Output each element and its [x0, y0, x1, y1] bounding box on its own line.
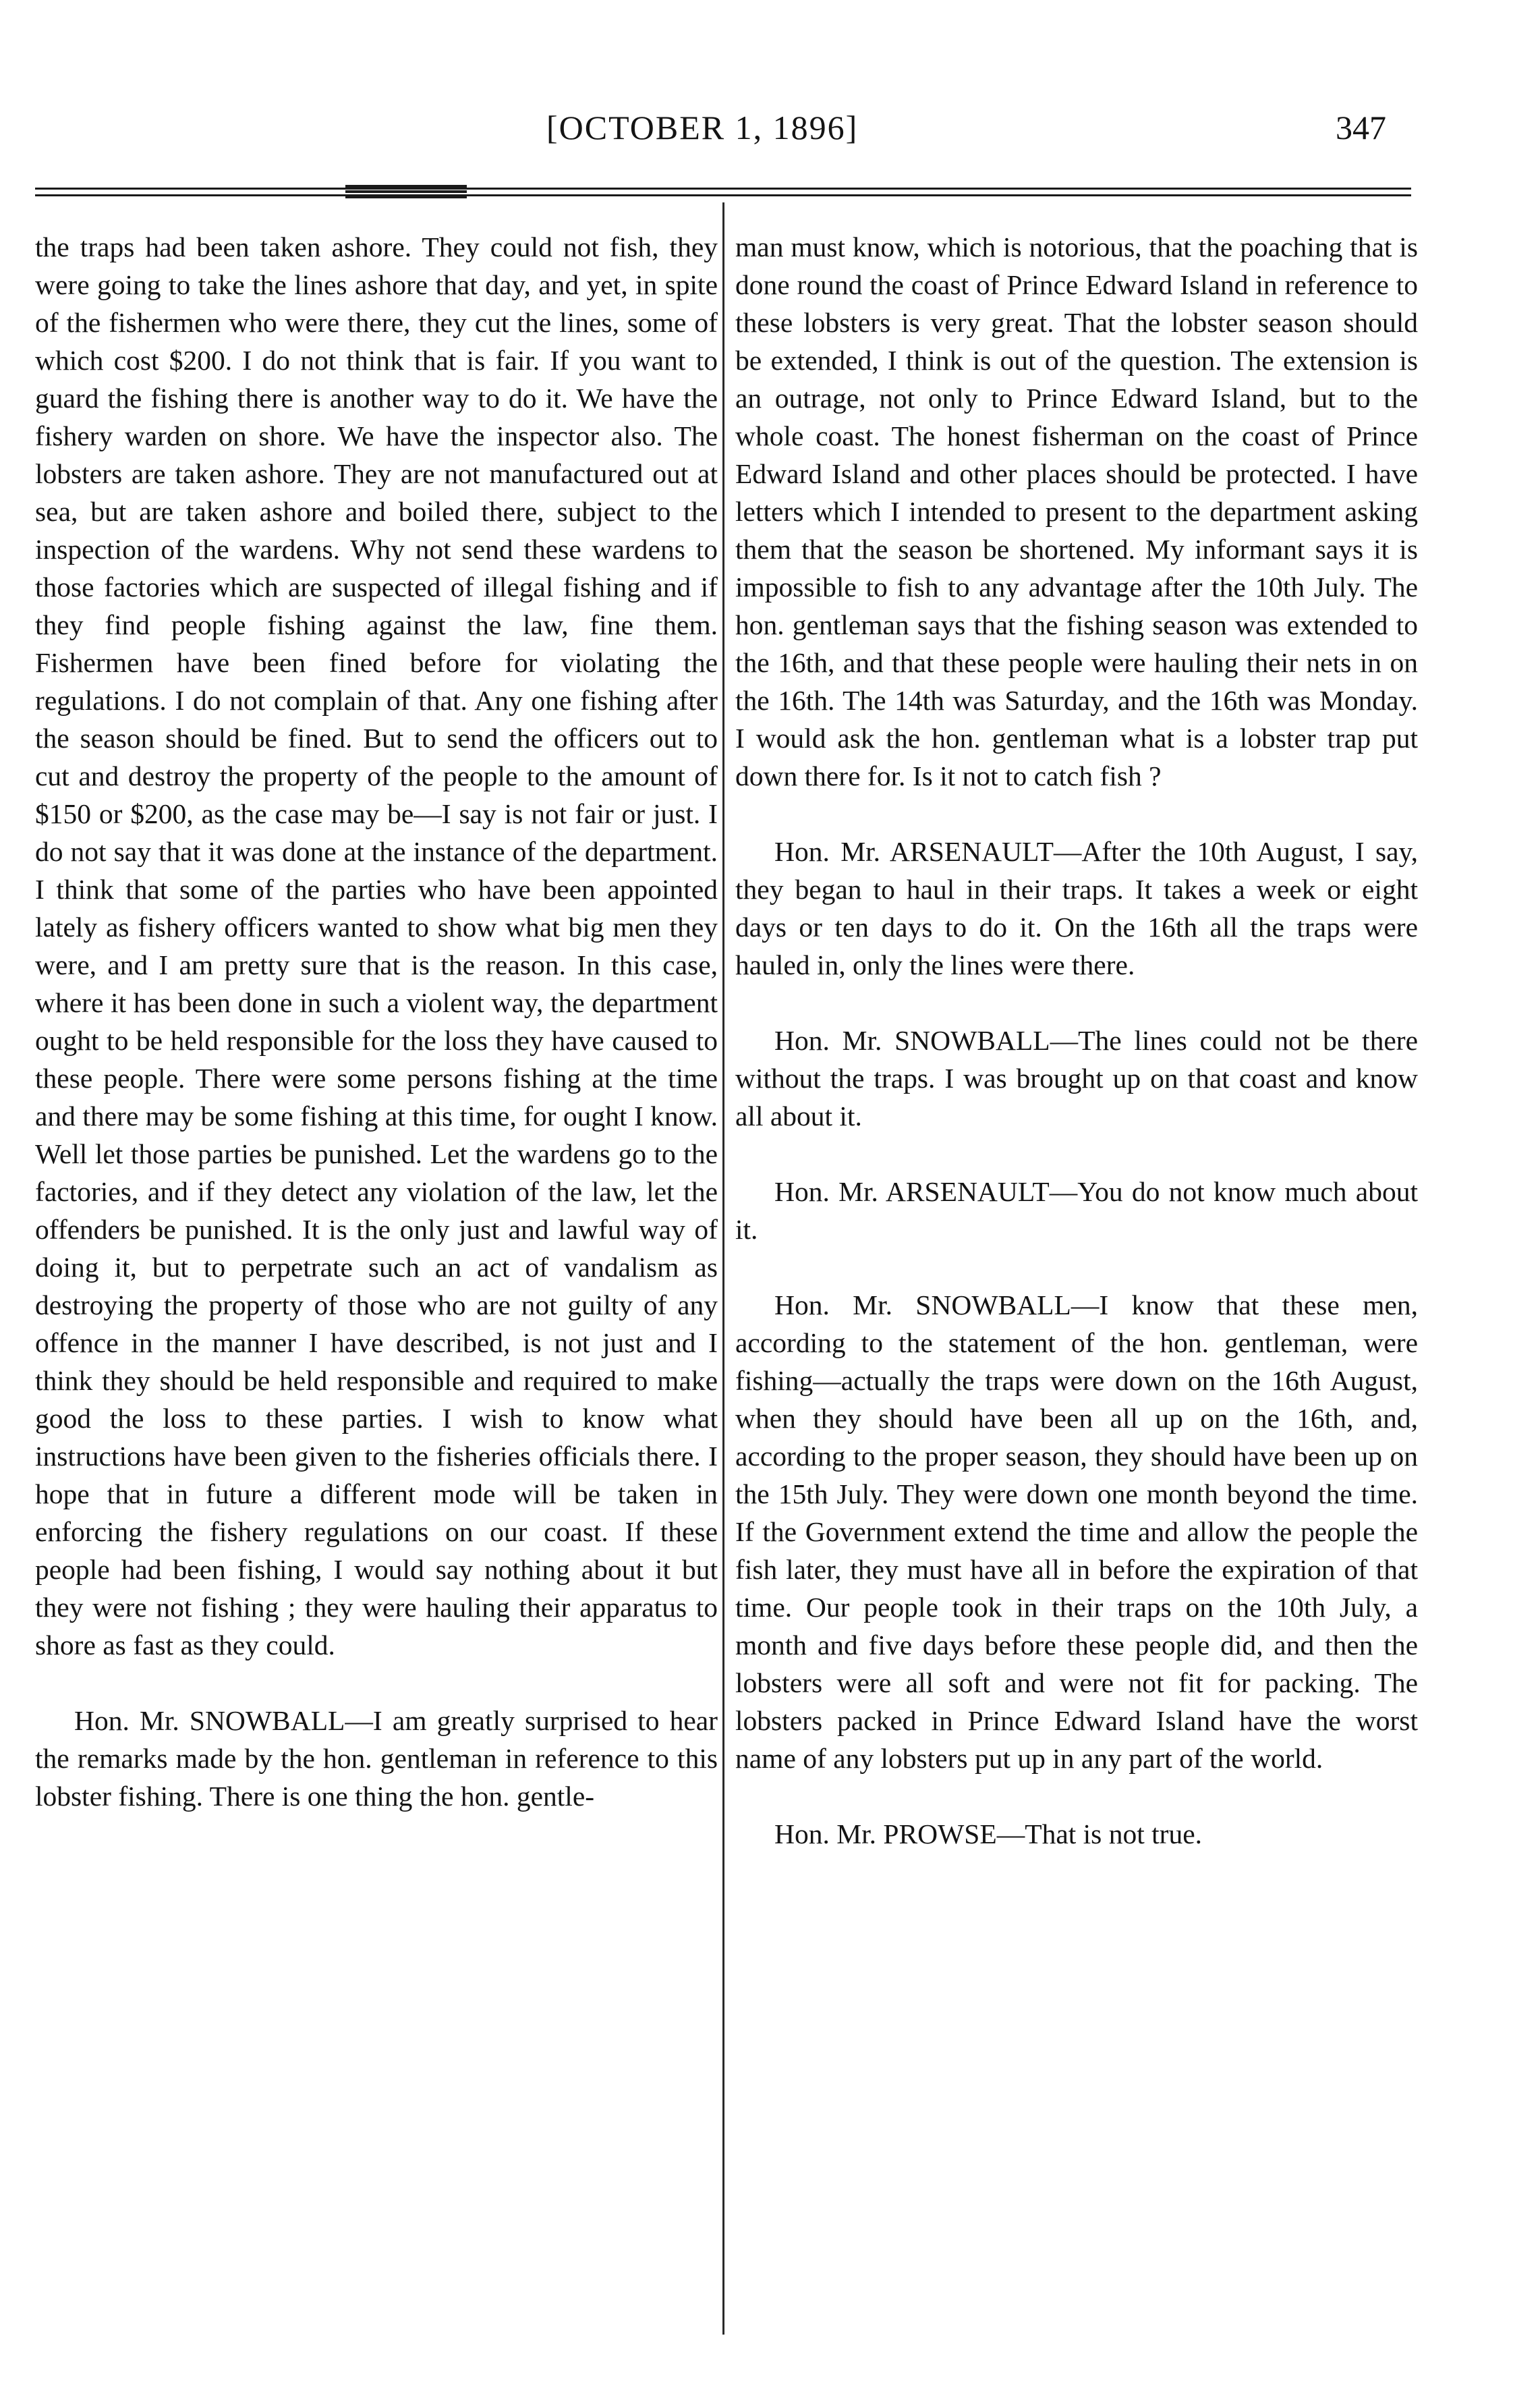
- header-rule-line-top: [35, 188, 1411, 190]
- right-paragraph-6: Hon. Mr. PROWSE—That is not true.: [774, 1818, 1203, 1849]
- right-column: [735, 228, 1418, 1891]
- left-paragraph-1: the traps had been taken ashore. They could not fish, they were going to take the lines ashore that day, and yet, in spite of the fishermen who were there, they cut the lines, some of which cost $200. I do not think that is fair. If you want to guard the fishing there is another way to do it. We have the fishery warden on shore. We have the inspector also. The lobsters are taken ashore. They are not manufactured out at sea, but are taken ashore and boiled there, subject to the inspection of the wardens. Why not send these wardens to those factories which are suspected of illegal fishing and if they find people fishing against the law, fine them. Fishermen have been fined before for violating the regulations. I do not complain of that. Any one fishing after the season should be fined. But to send the officers out to cut and destroy the property of the people to the amount of $150 or $200, as the case may be—I say is not fair or just. I do not say that it was done at the instance of the department. I think that some of the parties who have been appointed lately as fishery officers wanted to show what big men they were, and I am pretty sure that is the reason. In this case, where it has been done in such a violent way, the department ought to be held responsible for the loss they have caused to these people. There were some persons fishing at the time and there may be some fishing at this time, for ought I know. Well let those parties be punished. Let the wardens go to the factories, and if they detect any violation of the law, let the offenders be punished. It is the only just and lawful way of doing it, but to perpetrate such an act of vandalism as destroying the property of those who are not guilty of any offence in the manner I have described, is not just and I think they should be held responsible and required to make good the loss to these parties. I wish to know what instructions have been given to the fisheries officials there. I hope that in future a different mode will be taken in enforcing the fishery regulations on our coast. If these people had been fishing, I would say nothing about it but they were not fishing ; they were hauling their apparatus to shore as fast as they could.: [35, 231, 718, 1661]
- right-paragraph-2: Hon. Mr. ARSENAULT—After the 10th August, I say, they began to haul in their traps. It takes a week or eight days or ten days to do it. On the 16th all the traps were hauled in, only the lines were there.: [735, 836, 1418, 980]
- right-paragraph-5: Hon. Mr. SNOWBALL—I know that these men, according to the statement of the hon. gentleman, were fishing—actually the traps were down on the 16th August, when they should have been all up on the 16th, and, according to the proper season, they should have been up on the 15th July. They were down one month beyond the time. If the Government extend the time and allow the people the fish later, they must have all in before the expiration of that time. Our people took in their traps on the 10th July, a month and five days before these people did, and then the lobsters were all soft and were not fit for packing. The lobsters packed in Prince Edward Island have the worst name of any lobsters put up in any part of the world.: [735, 1289, 1418, 1774]
- header-rule-line-bottom: [35, 194, 1411, 196]
- left-paragraph-2: Hon. Mr. SNOWBALL—I am greatly surprised to hear the remarks made by the hon. gentleman in reference to this lobster fishing. There is one thing the hon. gentle-: [35, 1705, 718, 1812]
- right-paragraph-1: man must know, which is notorious, that the poaching that is done round the coast of Prince Edward Island in reference to these lobsters is very great. That the lobster season should be extended, I think is out of the question. The extension is an outrage, not only to Prince Edward Island, but to the whole coast. The honest fisherman on the coast of Prince Edward Island and other places should be protected. I have letters which I intended to present to the department asking them that the season be shortened. My informant says it is impossible to fish to any advantage after the 10th July. The hon. gentleman says that the fishing season was extended to the 16th, and that these people were hauling their nets in on the 16th. The 14th was Saturday, and the 16th was Monday. I would ask the hon. gentleman what is a lobster trap put down there for. Is it not to catch fish ?: [735, 231, 1418, 791]
- column-divider: [722, 202, 724, 2335]
- page-header: [0, 108, 1540, 155]
- header-date: [OCTOBER 1, 1896]: [546, 109, 859, 146]
- right-paragraph-4: Hon. Mr. ARSENAULT—You do not know much about it.: [735, 1176, 1418, 1245]
- right-paragraph-3: Hon. Mr. SNOWBALL—The lines could not be there without the traps. I was brought up on that coast and know all about it.: [735, 1025, 1418, 1132]
- left-column: [35, 228, 718, 1853]
- page-number: 347: [1336, 109, 1386, 146]
- header-rule-ornament: [345, 185, 467, 198]
